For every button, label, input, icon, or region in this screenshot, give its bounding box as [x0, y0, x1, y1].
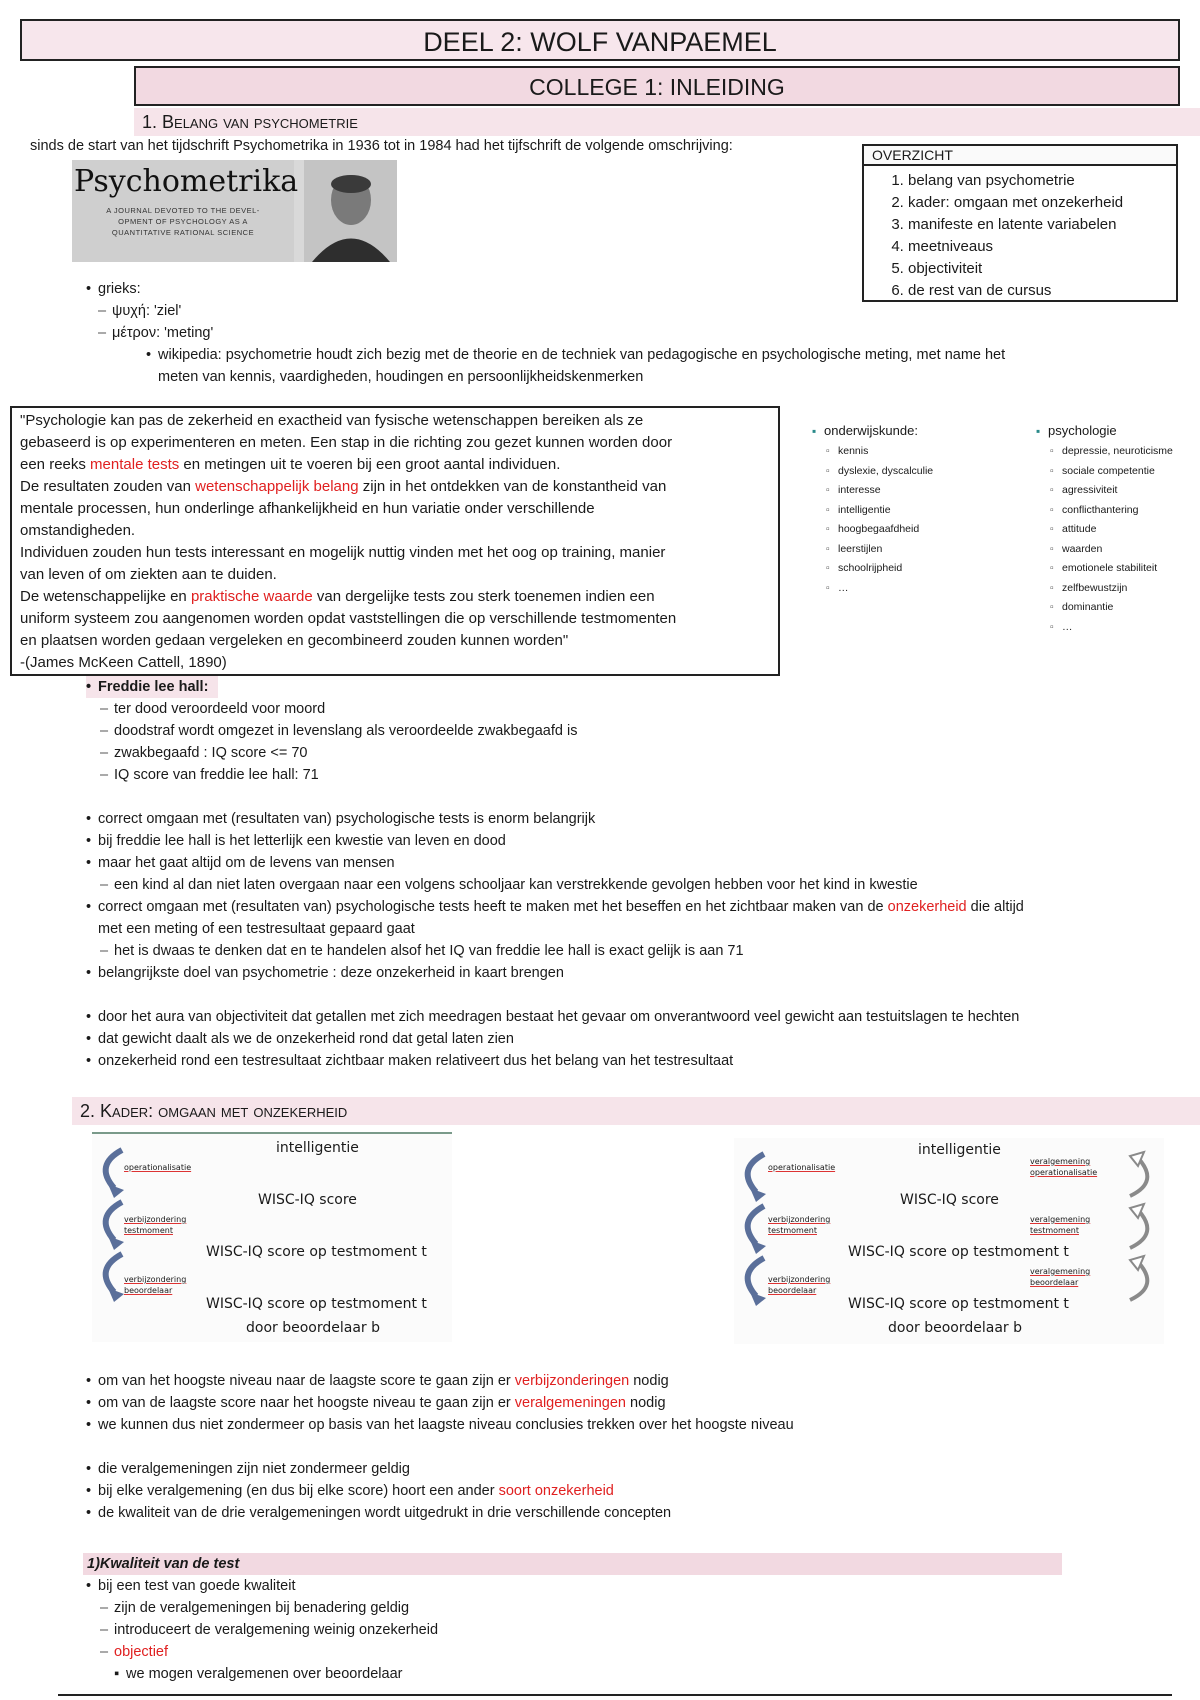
portrait-photo	[304, 160, 397, 262]
quote-attribution: -(James McKeen Cattell, 1890)	[20, 654, 227, 671]
quote-line: en plaatsen worden gedaan vergeleken en gecombineerd zouden kunnen worden"	[20, 632, 569, 649]
overview-item: 5. objectiviteit	[908, 258, 1176, 280]
label-verbijzondering-beoordelaar	[124, 1274, 186, 1296]
level-wisc-testmoment-beoordelaar: WISC-IQ score op testmoment t	[848, 1296, 1069, 1312]
quality-subitem: – introduceert de veralgemening weinig onzekerheid	[100, 1619, 438, 1641]
quote-line: Individuen zouden hun tests interessant en mogelijk nuttig vinden met het oog op training, manier	[20, 544, 666, 561]
college-title: COLLEGE 1: INLEIDING	[134, 66, 1180, 106]
list-item: ▫ interesse	[826, 481, 933, 501]
level-wisc-testmoment-beoordelaar: WISC-IQ score op testmoment t	[206, 1296, 427, 1312]
wikipedia-line-2: meten van kennis, vaardigheden, houdingen en persoonlijkheidskenmerken	[158, 369, 644, 385]
list-item: ▫ leerstijlen	[826, 540, 933, 560]
quote-line: uniform systeem zou aangenomen worden opdat vaststellingen die op verschillende testmomenten	[20, 610, 677, 627]
list-item: ▫ dominantie	[1050, 598, 1173, 618]
body-text: om van het hoogste niveau naar de laagste score te gaan zijn er	[98, 1373, 515, 1389]
label-line: veralgemening	[1030, 1157, 1091, 1166]
label-line: testmoment	[768, 1226, 817, 1235]
quote-text: De resultaten zouden van	[20, 478, 196, 495]
quote-text: zijn in het ontdekken van de konstantheid van	[358, 478, 667, 495]
overview-item: 6. de rest van de cursus	[908, 280, 1176, 302]
quote-line: omstandigheden.	[20, 522, 136, 539]
metron-item: – μέτρον: 'meting'	[98, 322, 213, 344]
list-item: ▫ conflicthantering	[1050, 501, 1173, 521]
onderwijskunde-list	[812, 420, 933, 598]
list-item: ▫ hoogbegaafdheid	[826, 520, 933, 540]
logo-line: A JOURNAL DEVOTED TO THE DEVEL-	[106, 206, 260, 215]
highlight-onzekerheid: onzekerheid	[887, 899, 967, 915]
label-veralgemening-testmoment	[1030, 1214, 1090, 1236]
quality-subitem: – zijn de veralgemeningen bij benadering geldig	[100, 1597, 409, 1619]
overview-item: 3. manifeste en latente variabelen	[908, 214, 1176, 236]
section-2-heading: 2. Kader: omgaan met onzekerheid	[72, 1097, 1200, 1125]
quality-subsubitem-text: we mogen veralgemenen over beoordelaar	[126, 1666, 403, 1682]
body-bullet	[86, 1480, 614, 1502]
body-bullet: • dat gewicht daalt als we de onzekerheid rond dat getal laten zien	[86, 1028, 514, 1050]
list-item: ▫ dyslexie, dyscalculie	[826, 462, 933, 482]
label-verbijzondering-beoordelaar	[768, 1274, 830, 1296]
list-item: ▫ depressie, neuroticisme	[1050, 442, 1173, 462]
label-line: testmoment	[124, 1226, 173, 1235]
level-intelligentie: intelligentie	[918, 1142, 1001, 1158]
bottom-rule	[58, 1694, 1172, 1696]
logo-line: OPMENT OF PSYCHOLOGY AS A	[118, 217, 248, 226]
highlight-veralgemeningen: veralgemeningen	[514, 1395, 626, 1411]
list-item: ▫ schoolrijpheid	[826, 559, 933, 579]
level-door-beoordelaar: door beoordelaar b	[246, 1320, 381, 1336]
psychologie-list	[1036, 420, 1173, 637]
quote-line: mentale processen, hun onderlinge afhankelijkheid en hun variatie onder verschillende	[20, 500, 595, 517]
level-door-beoordelaar: door beoordelaar b	[888, 1320, 1023, 1336]
body-bullet: • onzekerheid rond een testresultaat zichtbaar maken relativeert dus het belang van het testresultaat	[86, 1050, 733, 1072]
body-text: correct omgaan met (resultaten van) psychologische tests heeft te maken met het beseffen en het zichtbaar maken van de	[98, 899, 888, 915]
quote-line: van leven of om ziekten aan te duiden.	[20, 566, 277, 583]
quote-line: gebaseerd is op experimenteren en meten. Een stap in die richting zou gezet kunnen worden door	[20, 434, 673, 451]
body-bullet	[86, 1370, 669, 1392]
label-line: beoordelaar	[768, 1286, 817, 1295]
intro-text: sinds de start van het tijdschrift Psychometrika in 1936 tot in 1984 had het tijfschrift de volgende omschrijving:	[30, 138, 733, 154]
body-text: om van de laagste score naar het hoogste niveau te gaan zijn er	[98, 1395, 515, 1411]
level-wisc-testmoment: WISC-IQ score op testmoment t	[206, 1244, 427, 1260]
overview-item: 4. meetniveaus	[908, 236, 1176, 258]
diagram-veralgemening	[734, 1138, 1164, 1344]
label-line: verbijzondering	[768, 1275, 831, 1284]
label-operationalisatie: operationalisatie	[124, 1163, 192, 1172]
overview-title: OVERZICHT	[864, 146, 1176, 166]
highlight-mentale-tests: mentale tests	[90, 456, 180, 473]
body-subitem: – het is dwaas te denken dat en te handelen alsof het IQ van freddie lee hall is exact gelijk is aan 71	[100, 940, 744, 962]
label-line: verbijzondering	[124, 1275, 187, 1284]
list-item: ▫ agressiviteit	[1050, 481, 1173, 501]
quality-heading: 1)Kwaliteit van de test	[83, 1553, 1062, 1575]
level-wisc-testmoment: WISC-IQ score op testmoment t	[848, 1244, 1069, 1260]
quote-text: De wetenschappelijke en	[20, 588, 191, 605]
list-item: ▫ attitude	[1050, 520, 1173, 540]
psychologie-title: ▪ psychologie	[1036, 420, 1173, 442]
quality-subsubitem: ▪ we mogen veralgemenen over beoordelaar	[114, 1666, 403, 1682]
freddie-title: • Freddie lee hall:	[86, 676, 218, 698]
body-bullet	[86, 896, 1024, 918]
body-bullet	[86, 1392, 666, 1414]
wikipedia-line-1: • wikipedia: psychometrie houdt zich bezig met de theorie en de techniek van pedagogische en psychologische meting, met name het	[146, 344, 1005, 366]
label-line: verbijzondering	[124, 1215, 187, 1224]
cattell-quote	[10, 406, 780, 676]
quote-text: een reeks	[20, 456, 91, 473]
label-veralgemening-operationalisatie	[1030, 1156, 1097, 1178]
quality-objectief: – objectief	[100, 1641, 168, 1663]
freddie-item: – doodstraf wordt omgezet in levenslang als veroordeelde zwakbegaafd is	[100, 720, 577, 742]
list-item: ▫ waarden	[1050, 540, 1173, 560]
highlight-wetenschappelijk-belang: wetenschappelijk belang	[195, 478, 359, 495]
diagram-verbijzondering	[92, 1132, 452, 1342]
body-bullet: • correct omgaan met (resultaten van) psychologische tests is enorm belangrijk	[86, 808, 595, 830]
label-line: beoordelaar	[124, 1286, 173, 1295]
body-text: nodig	[629, 1373, 669, 1389]
document-title: DEEL 2: WOLF VANPAEMEL	[20, 19, 1180, 61]
level-wisc-score: WISC-IQ score	[900, 1192, 999, 1208]
quote-line: "Psychologie kan pas de zekerheid en exactheid van fysische wetenschappen bereiken als ze	[20, 412, 644, 429]
quote-text: van dergelijke tests zou sterk toenemen indien een	[312, 588, 655, 605]
list-item: ▫ …	[826, 579, 933, 599]
label-line: verbijzondering	[768, 1215, 831, 1224]
psyche-item: – ψυχή: 'ziel'	[98, 300, 181, 322]
overview-box	[862, 144, 1178, 302]
list-item: ▫ emotionele stabiliteit	[1050, 559, 1173, 579]
label-line: testmoment	[1030, 1226, 1079, 1235]
body-bullet: • die veralgemeningen zijn niet zondermeer geldig	[86, 1458, 410, 1480]
highlight-praktische-waarde: praktische waarde	[190, 588, 313, 605]
freddie-item: – IQ score van freddie lee hall: 71	[100, 764, 319, 786]
body-bullet: • maar het gaat altijd om de levens van mensen	[86, 852, 395, 874]
body-subitem: – een kind al dan niet laten overgaan naar een volgens schooljaar kan verstrekkende gevolgen hebben voor het kind in kwestie	[100, 874, 918, 896]
list-item: ▫ intelligentie	[826, 501, 933, 521]
psychometrika-cover-image	[72, 160, 397, 262]
label-verbijzondering-testmoment	[124, 1214, 186, 1236]
level-wisc-score: WISC-IQ score	[258, 1192, 357, 1208]
curved-arrows-down	[734, 1144, 774, 1344]
overview-item: 2. kader: omgaan met onzekerheid	[908, 192, 1176, 214]
list-item: ▫ …	[1050, 618, 1173, 638]
label-verbijzondering-testmoment	[768, 1214, 830, 1236]
quote-text: en metingen uit te voeren bij een groot aantal individuen.	[179, 456, 561, 473]
label-operationalisatie: operationalisatie	[768, 1163, 836, 1172]
body-text: bij elke veralgemening (en dus bij elke score) hoort een ander	[98, 1483, 499, 1499]
body-bullet: • we kunnen dus niet zondermeer op basis van het laagste niveau conclusies trekken over het hoogste niveau	[86, 1414, 794, 1436]
highlight-verbijzonderingen: verbijzonderingen	[514, 1373, 630, 1389]
onderwijskunde-title: ▪ onderwijskunde:	[812, 420, 933, 442]
psychometrika-logo-title: Psychometrika	[74, 164, 299, 199]
list-item: ▫ zelfbewustzijn	[1050, 579, 1173, 599]
level-intelligentie: intelligentie	[276, 1140, 359, 1156]
highlight-soort-onzekerheid: soort onzekerheid	[498, 1483, 614, 1499]
label-line: operationalisatie	[1030, 1168, 1098, 1177]
list-item: ▫ sociale competentie	[1050, 462, 1173, 482]
body-bullet: • door het aura van objectiviteit dat getallen met zich meedragen bestaat het gevaar om onverantwoord veel gewicht aan testuitslagen te hechten	[86, 1006, 1019, 1028]
list-item: ▫ kennis	[826, 442, 933, 462]
logo-line: QUANTITATIVE RATIONAL SCIENCE	[111, 228, 255, 237]
label-veralgemening-beoordelaar	[1030, 1266, 1090, 1288]
curved-arrows-up	[1120, 1144, 1164, 1344]
label-line: veralgemening	[1030, 1267, 1091, 1276]
body-bullet: • belangrijkste doel van psychometrie : deze onzekerheid in kaart brengen	[86, 962, 564, 984]
label-line: veralgemening	[1030, 1215, 1091, 1224]
freddie-item: – zwakbegaafd : IQ score <= 70	[100, 742, 307, 764]
label-line: beoordelaar	[1030, 1278, 1079, 1287]
body-text: nodig	[626, 1395, 666, 1411]
body-bullet: • de kwaliteit van de drie veralgemeningen wordt uitgedrukt in drie verschillende concepten	[86, 1502, 671, 1524]
quality-bullet: • bij een test van goede kwaliteit	[86, 1575, 296, 1597]
body-bullet: • bij freddie lee hall is het letterlijk een kwestie van leven en dood	[86, 830, 506, 852]
overview-item: 1. belang van psychometrie	[908, 170, 1176, 192]
section-1-heading: 1. Belang van psychometrie	[134, 108, 1200, 136]
greek-bullet: • grieks:	[86, 278, 141, 300]
body-text: die altijd	[966, 899, 1024, 915]
freddie-item: – ter dood veroordeeld voor moord	[100, 698, 325, 720]
body-continuation: met een meting of een testresultaat gepaard gaat	[98, 921, 415, 937]
